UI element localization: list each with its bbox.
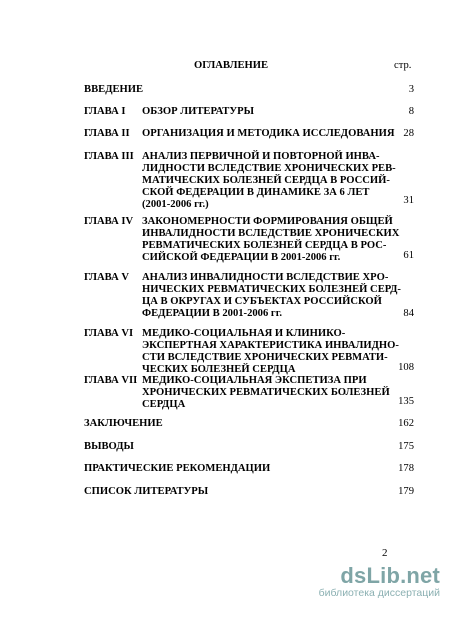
chapter-title-line: СТИ ВСЛЕДСТВИЕ ХРОНИЧЕСКИХ РЕВМАТИ- xyxy=(142,352,388,363)
chapter-title-line: НИЧЕСКИХ РЕВМАТИЧЕСКИХ БОЛЕЗНЕЙ СЕРД- xyxy=(142,284,401,295)
toc-entry-title: ВЫВОДЫ xyxy=(84,441,134,452)
toc-entry-page: 179 xyxy=(398,486,414,497)
page-column-header: стр. xyxy=(394,60,412,71)
chapter-title-line: ЭКСПЕРТНАЯ ХАРАКТЕРИСТИКА ИНВАЛИДНО- xyxy=(142,340,399,351)
chapter-title-line: ЛИДНОСТИ ВСЛЕДСТВИЕ ХРОНИЧЕСКИХ РЕВ- xyxy=(142,163,396,174)
chapter-title-line: АНАЛИЗ ПЕРВИЧНОЙ И ПОВТОРНОЙ ИНВА- xyxy=(142,151,380,162)
toc-entry-page: 178 xyxy=(398,463,414,474)
chapter-label: ГЛАВА III xyxy=(84,151,134,162)
toc-entry-page: 108 xyxy=(398,362,414,373)
chapter-title-line: АНАЛИЗ ИНВАЛИДНОСТИ ВСЛЕДСТВИЕ ХРО- xyxy=(142,272,389,283)
chapter-title-line: (2001-2006 гг.) xyxy=(142,199,209,210)
chapter-title-line: СЕРДЦА xyxy=(142,399,186,410)
chapter-label: ГЛАВА IV xyxy=(84,216,134,227)
chapter-title-line: РЕВМАТИЧЕСКИХ БОЛЕЗНЕЙ СЕРДЦА В РОС- xyxy=(142,240,387,251)
chapter-title: ОБЗОР ЛИТЕРАТУРЫ xyxy=(142,106,255,117)
page-number: 2 xyxy=(382,547,388,559)
toc-title: ОГЛАВЛЕНИЕ xyxy=(194,60,269,71)
chapter-label: ГЛАВА I xyxy=(84,106,126,117)
chapter-title-line: ЗАКОНОМЕРНОСТИ ФОРМИРОВАНИЯ ОБЩЕЙ xyxy=(142,216,393,227)
chapter-title-line: ИНВАЛИДНОСТИ ВСЛЕДСТВИЕ ХРОНИЧЕСКИХ xyxy=(142,228,400,239)
toc-entry-page: 31 xyxy=(403,195,414,206)
chapter-title-line: МЕДИКО-СОЦИАЛЬНАЯ И КЛИНИКО- xyxy=(142,328,346,339)
chapter-title-line: ФЕДЕРАЦИИ В 2001-2006 гг. xyxy=(142,308,282,319)
chapter-title-line: ЦА В ОКРУГАХ И СУБЪЕКТАХ РОССИЙСКОЙ xyxy=(142,296,382,307)
toc-entry-page: 61 xyxy=(403,250,414,261)
toc-entry-page: 162 xyxy=(398,418,414,429)
toc-entry-page: 8 xyxy=(408,106,414,117)
toc-entry-title: ПРАКТИЧЕСКИЕ РЕКОМЕНДАЦИИ xyxy=(84,463,271,474)
chapter-title-line: СКОЙ ФЕДЕРАЦИИ В ДИНАМИКЕ ЗА 6 ЛЕТ xyxy=(142,187,370,198)
chapter-label: ГЛАВА II xyxy=(84,128,130,139)
chapter-label: ГЛАВА VI xyxy=(84,328,134,339)
chapter-title-line: МАТИЧЕСКИХ БОЛЕЗНЕЙ СЕРДЦА В РОССИЙ- xyxy=(142,175,390,186)
watermark xyxy=(268,563,440,599)
toc-entry-page: 3 xyxy=(408,84,414,95)
toc-entry-title: ЗАКЛЮЧЕНИЕ xyxy=(84,418,163,429)
toc-entry-page: 28 xyxy=(403,128,414,139)
chapter-label: ГЛАВА VII xyxy=(84,375,138,386)
chapter-title-line: ЧЕСКИХ БОЛЕЗНЕЙ СЕРДЦА xyxy=(142,364,296,375)
toc-entry-title: ВВЕДЕНИЕ xyxy=(84,84,144,95)
toc-entry-page: 84 xyxy=(403,308,414,319)
toc-entry-page: 135 xyxy=(398,396,414,407)
watermark-logo: dsLib.net xyxy=(340,563,440,588)
chapter-title-line: СИЙСКОЙ ФЕДЕРАЦИИ В 2001-2006 гг. xyxy=(142,252,341,263)
toc-entry-page: 175 xyxy=(398,441,414,452)
chapter-title-line: ХРОНИЧЕСКИХ РЕВМАТИЧЕСКИХ БОЛЕЗНЕЙ xyxy=(142,387,390,398)
chapter-title-line: МЕДИКО-СОЦИАЛЬНАЯ ЭКСПЕТИЗА ПРИ xyxy=(142,375,367,386)
chapter-title: ОРГАНИЗАЦИЯ И МЕТОДИКА ИССЛЕДОВАНИЯ xyxy=(142,128,395,139)
toc-entry-title: СПИСОК ЛИТЕРАТУРЫ xyxy=(84,486,209,497)
chapter-label: ГЛАВА V xyxy=(84,272,130,283)
watermark-subtitle: библиотека диссертаций xyxy=(318,587,440,599)
